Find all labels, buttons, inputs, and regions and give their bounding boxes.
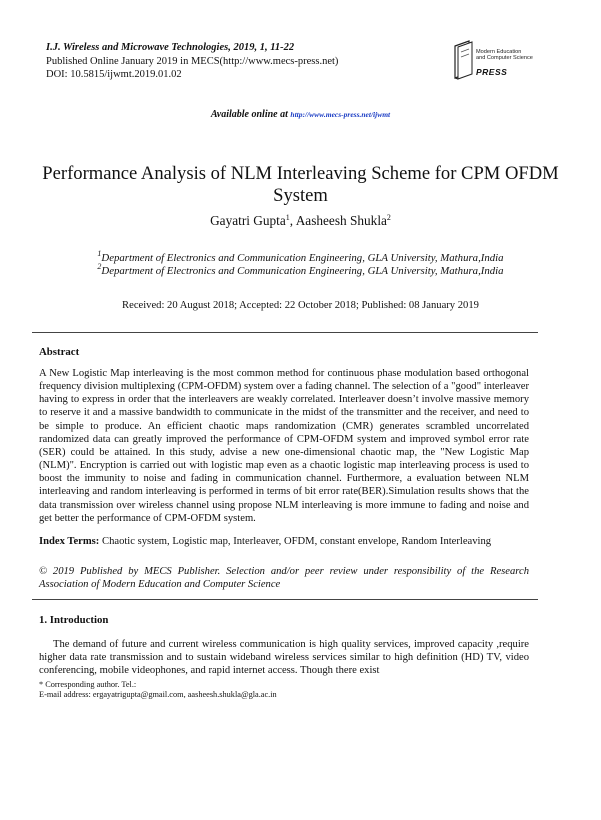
author-mark: 1 [285,213,290,222]
footnote [39,680,277,700]
divider [32,599,538,600]
author-name: Gayatri Gupta [210,213,286,228]
abstract-heading: Abstract [39,346,80,358]
affiliation-mark: 1 [97,249,102,258]
journal-volume: 2019, 1, 11-22 [233,42,295,53]
author-separator: , [289,213,296,228]
publication-dates: Received: 20 August 2018; Accepted: 22 October 2018; Published: 08 January 2019 [122,300,479,311]
abstract-text: A New Logistic Map interleaving is the most common method for continuous phase modulation based orthogonal frequency division multiplexing (CPM-OFDM) system over a fading channel. The selection of a "good" interleaver having to express in order that the interleavers are weakly correlated. Interleaver doesn’t involve massive memory to reserve it and a massive bandwidth to communicate in the midst of the transmitter and the receiver, and need to be simple to produce. An efficient chaotic maps randomization (CMR) generates scrambled uncorrelated randomized data can greatly improved the performance of CPM-OFDM system and improved symbol error rate (SER) could be attained. In this study, advise a new one-dimensional chaotic map, the "New Logistic Map (NLM)". Encryption is carried out with logistic map even as a chaotic logistic map interleaving process is used to boost the immunity to noise and fading in communication channel. Furthermore, a evaluation between NLM interleaving and random interleaving is performed in terms of bit error rate(BER).Simulation results shows that the data transmission over wireless channel using propose NLM interleaving is more immune to fading and noise and get better the performance of CPM-OFDM system. [39,368,529,524]
available-label: Available online at [210,109,288,120]
affiliation-2 [0,262,601,278]
affiliation-text: Department of Electronics and Communication Engineering, GLA University, Mathura,India [101,252,504,264]
email-address: E-mail address: ergayatrigupta@gmail.com, aasheesh.shukla@gla.ac.in [39,690,277,699]
introduction-heading: 1. Introduction [39,614,109,626]
mecs-press-logo [452,38,548,86]
copyright-notice: © 2019 Published by MECS Publisher. Selection and/or peer review under responsibility of the Research Association of Modern Education and Computer Science [39,566,529,591]
journal-citation [46,41,338,55]
affiliation-text: Department of Electronics and Communication Engineering, GLA University, Mathura,India [101,265,504,277]
index-terms-text: Chaotic system, Logistic map, Interleaver, OFDM, constant envelope, Random Interleaving [102,536,492,547]
available-online [0,109,601,120]
logo-line-1: Modern Education [476,49,522,55]
journal-header [46,41,338,82]
logo-press: PRESS [476,67,508,77]
journal-url-link[interactable]: http://www.mecs-press.net/ijwmt [290,110,391,119]
index-terms-label: Index Terms: [39,536,100,547]
author-name: Aasheesh Shukla [295,213,387,228]
divider [32,332,538,333]
journal-name: I.J. Wireless and Microwave Technologies, [46,42,231,53]
book-icon [452,40,474,80]
logo-line-2: and Computer Science [476,55,533,62]
index-terms [39,535,529,548]
logo-text [476,49,533,62]
affiliation-mark: 2 [97,262,102,271]
doi: DOI: 10.5815/ijwmt.2019.01.02 [46,69,182,80]
affiliations [0,249,601,278]
author-mark: 2 [386,213,391,222]
affiliation-1 [0,249,601,265]
corresponding-author: * Corresponding author. Tel.: [39,680,137,689]
published-online: Published Online January 2019 in MECS(http://www.mecs-press.net) [46,55,339,67]
author-list [0,213,601,229]
paper-title: Performance Analysis of NLM Interleaving Scheme for CPM OFDM System [42,163,559,206]
introduction-text: The demand of future and current wireless communication is high quality services, improved capacity ,require higher data rate transmission and to sustain wideband wireless services similar to high definition (HD) TV, video conferencing, mobile videophones, and rapid internet access. Though there exist [39,639,529,677]
